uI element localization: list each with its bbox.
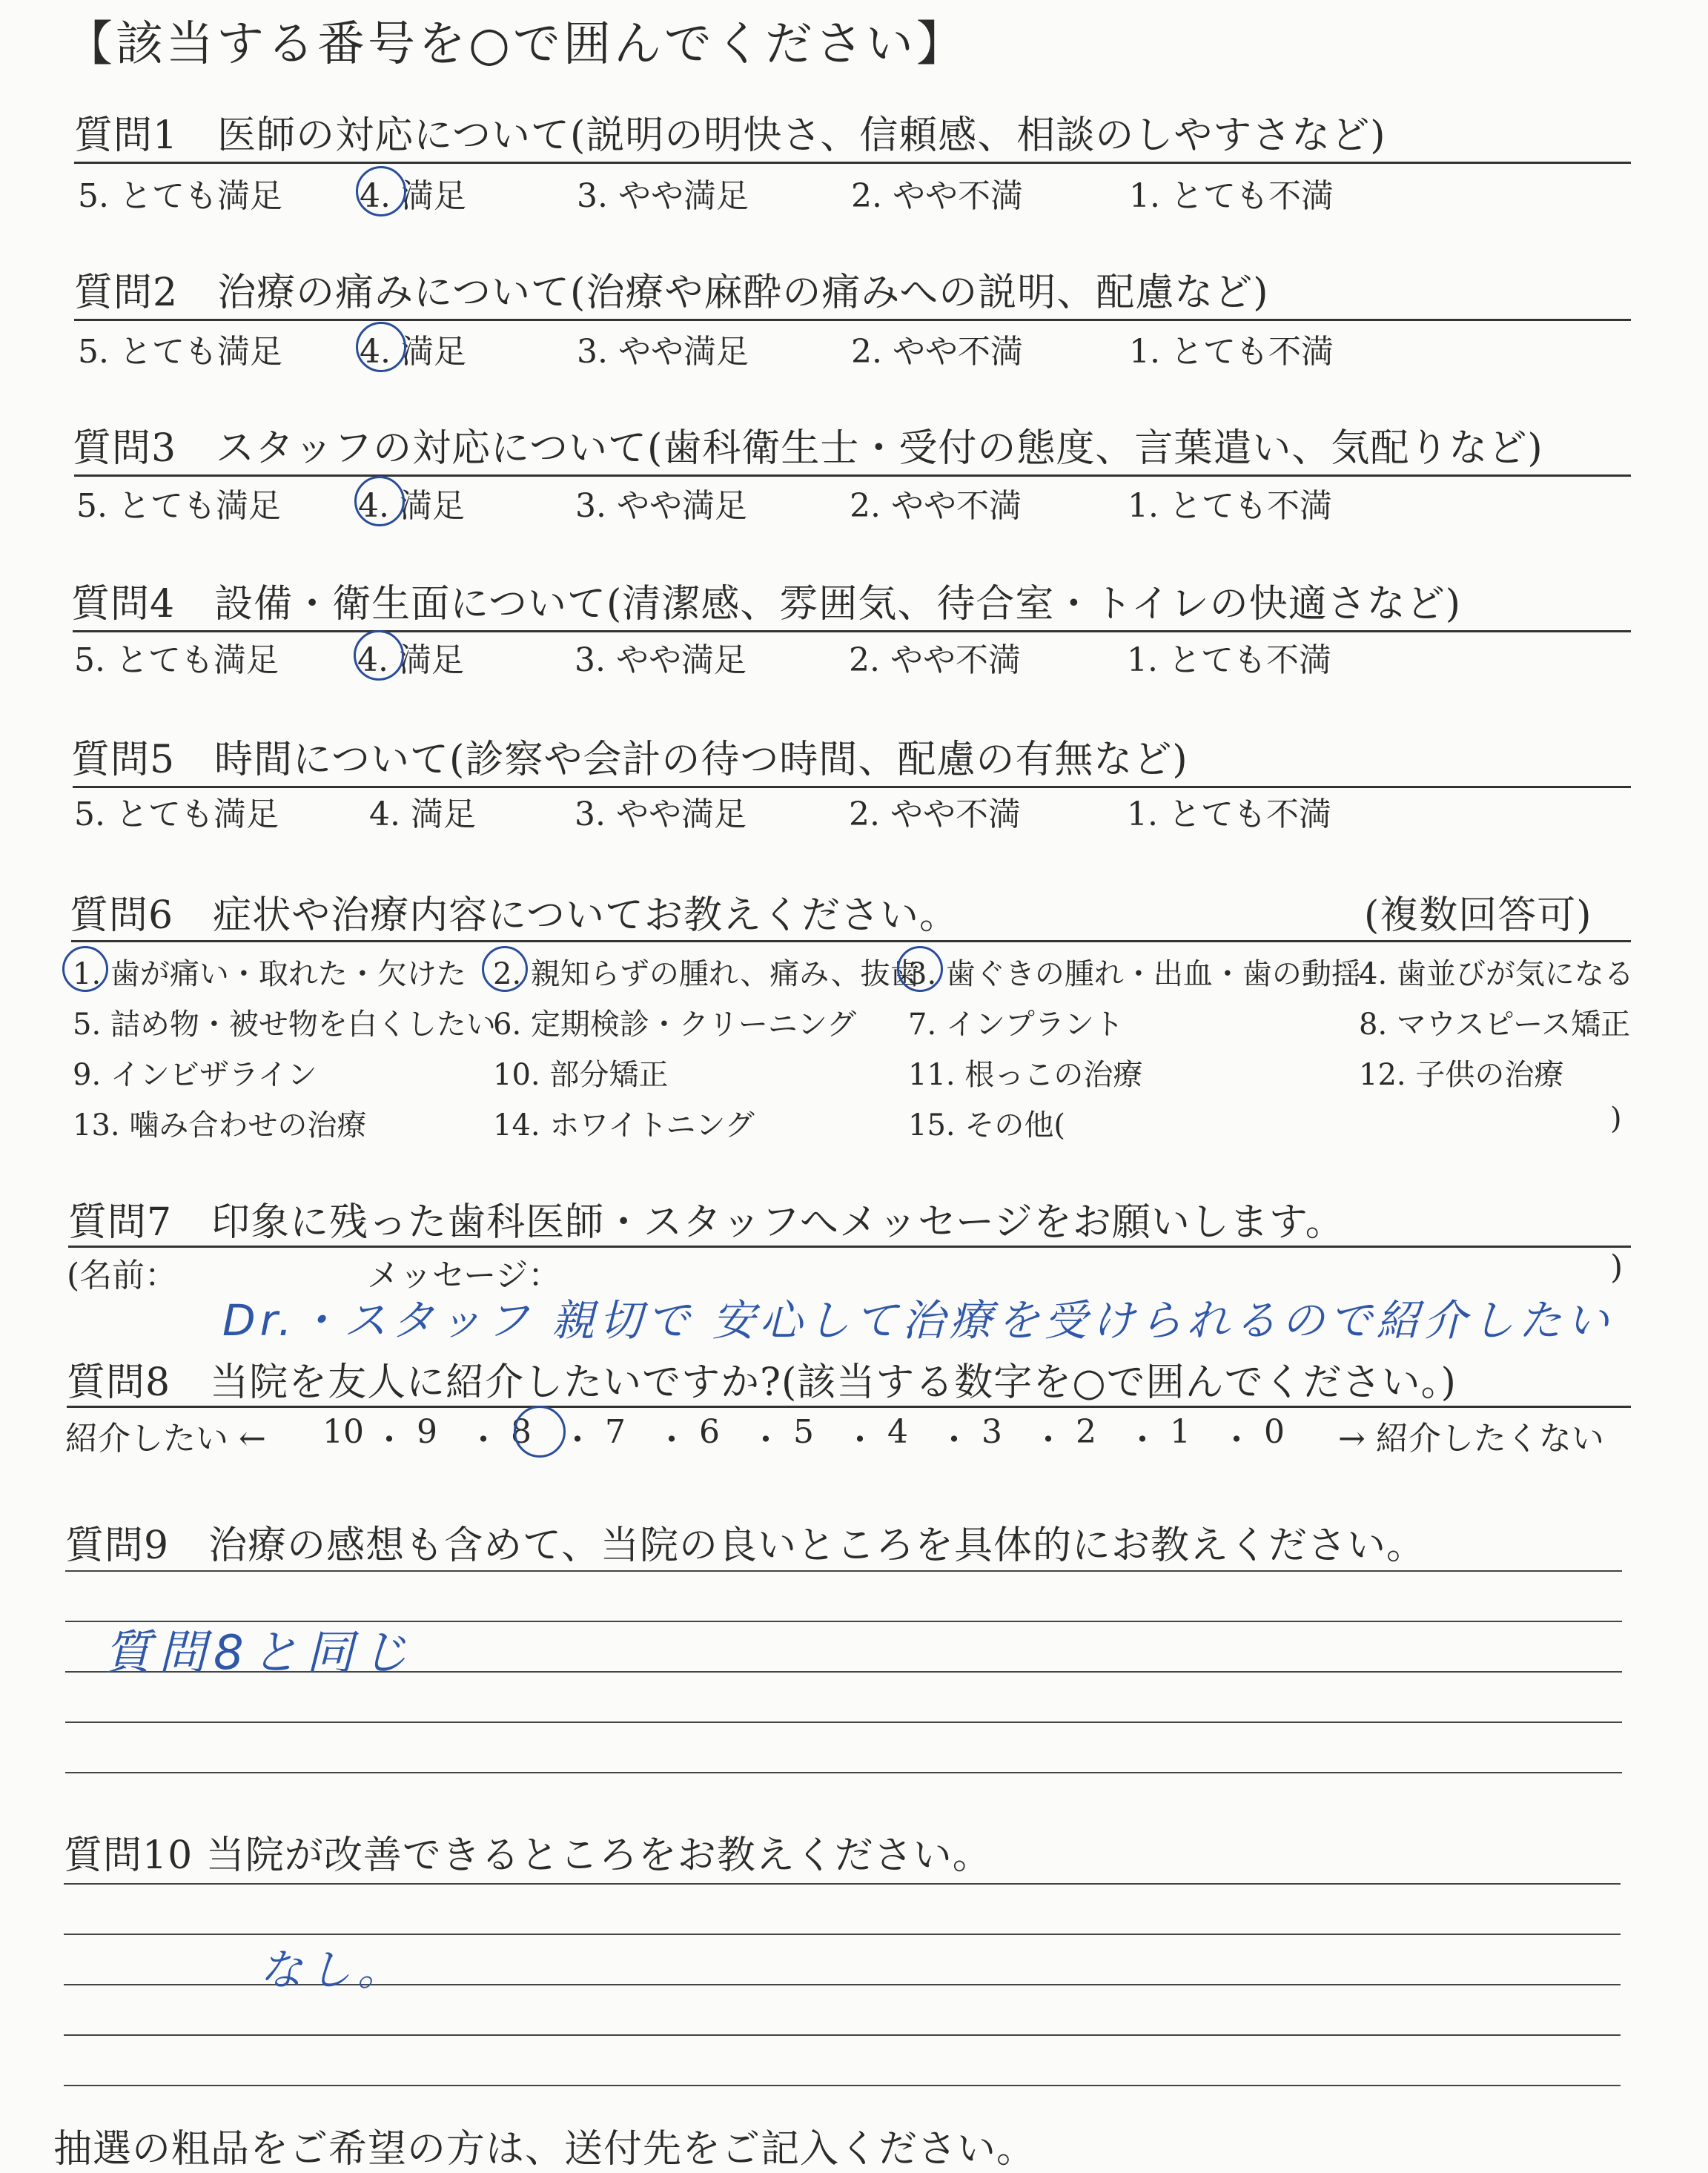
q8-scale-separator: ・ [1032, 1421, 1065, 1459]
q1-selected-circle [356, 166, 406, 216]
q4-option-3[interactable]: 3. やや満足 [575, 641, 747, 679]
q6-option-7[interactable]: 7. インプラント [908, 1008, 1124, 1042]
q6-other-close-paren: ) [1610, 1102, 1622, 1136]
q4-option-4[interactable]: 4. 満足 [357, 641, 464, 679]
question-4-rule [73, 630, 1631, 632]
q6-option-1[interactable]: 1. 歯が痛い・取れた・欠けた [73, 957, 466, 991]
q6-option-4[interactable]: 4. 歯並びが気になる [1359, 957, 1634, 991]
q8-scale-separator: ・ [373, 1421, 406, 1459]
q6-selected-circle-3 [897, 946, 943, 992]
q9-line-4 [65, 1721, 1622, 1723]
q8-scale-separator: ・ [844, 1421, 876, 1459]
question-8-rule [67, 1406, 1631, 1408]
q8-scale-1[interactable]: 1 [1170, 1413, 1191, 1451]
q8-scale-3[interactable]: 3 [982, 1413, 1002, 1451]
q8-scale-separator: ・ [467, 1421, 500, 1459]
q2-option-2[interactable]: 2. やや不満 [851, 333, 1023, 371]
q9-line-5 [65, 1772, 1622, 1773]
q10-line-1 [64, 1883, 1621, 1885]
q7-close-paren: ) [1610, 1248, 1623, 1286]
q6-option-3[interactable]: 3. 歯ぐきの腫れ・出血・歯の動揺 [908, 957, 1361, 991]
q6-option-9[interactable]: 9. インビザライン [73, 1058, 317, 1092]
question-6-title: 質問6 症状や治療内容についてお教えください。 [70, 893, 959, 938]
q8-selected-circle [514, 1406, 566, 1458]
q6-option-6[interactable]: 6. 定期検診・クリーニング [493, 1008, 857, 1042]
question-1-rule [74, 162, 1631, 164]
question-9-title: 質問9 治療の感想も含めて、当院の良いところを具体的にお教えください。 [65, 1524, 1426, 1568]
q6-option-11[interactable]: 11. 根っこの治療 [908, 1058, 1143, 1092]
q8-scale-separator: ・ [749, 1421, 782, 1459]
q6-option-8[interactable]: 8. マウスピース矯正 [1359, 1008, 1631, 1042]
q8-scale-5[interactable]: 5 [793, 1413, 814, 1451]
q6-option-13[interactable]: 13. 噛み合わせの治療 [73, 1108, 367, 1142]
q4-option-5[interactable]: 5. とても満足 [74, 641, 279, 679]
q6-option-10[interactable]: 10. 部分矯正 [493, 1058, 669, 1092]
q5-option-2[interactable]: 2. やや不満 [849, 796, 1021, 833]
q8-scale-separator: ・ [1220, 1421, 1253, 1459]
question-5-title: 質問5 時間について(診察や会計の待つ時間、配慮の有無など) [71, 738, 1188, 782]
q2-option-4[interactable]: 4. 満足 [360, 333, 466, 371]
question-2-rule [74, 319, 1631, 321]
q9-line-1 [65, 1570, 1622, 1572]
q6-option-12[interactable]: 12. 子供の治療 [1359, 1058, 1564, 1092]
q8-scale-9[interactable]: 9 [417, 1413, 437, 1451]
question-2-title: 質問2 治療の痛みについて(治療や麻酔の痛みへの説明、配慮など) [74, 271, 1269, 315]
q8-scale-separator: ・ [655, 1421, 688, 1459]
q4-selected-circle [354, 630, 404, 681]
q8-scale-separator: ・ [561, 1421, 594, 1459]
footer-note: 抽選の粗品をご希望の方は、送付先をご記入ください。 [53, 2127, 1036, 2172]
q6-selected-circle-1 [62, 946, 108, 992]
q2-option-3[interactable]: 3. やや満足 [577, 333, 749, 371]
question-3-title: 質問3 スタッフの対応について(歯科衛生士・受付の態度、言葉遣い、気配りなど) [73, 426, 1543, 471]
q1-option-4[interactable]: 4. 満足 [360, 177, 466, 215]
question-7-title: 質問7 印象に残った歯科医師・スタッフへメッセージをお願いします。 [68, 1200, 1345, 1245]
q6-option-14[interactable]: 14. ホワイトニング [493, 1108, 755, 1142]
q10-line-5 [64, 2085, 1621, 2086]
q1-option-5[interactable]: 5. とても満足 [78, 177, 282, 215]
question-1-title: 質問1 医師の対応について(説明の明快さ、信頼感、相談のしやすさなど) [74, 113, 1386, 158]
q6-option-5[interactable]: 5. 詰め物・被せ物を白くしたい [73, 1008, 496, 1042]
question-6-note: (複数回答可) [1364, 893, 1592, 938]
q8-scale-6[interactable]: 6 [699, 1413, 720, 1451]
q5-option-1[interactable]: 1. とても不満 [1127, 796, 1331, 833]
question-6-rule [71, 940, 1631, 942]
q8-scale-10[interactable]: 10 [322, 1413, 364, 1451]
question-7-rule [68, 1246, 1631, 1248]
q2-option-1[interactable]: 1. とても不満 [1129, 333, 1334, 371]
page-title: 【該当する番号を○で囲んでください】 [65, 17, 967, 72]
q1-option-1[interactable]: 1. とても不満 [1129, 177, 1334, 215]
q2-selected-circle [356, 322, 406, 372]
q8-left-label: 紹介したい ← [65, 1420, 266, 1458]
q3-option-2[interactable]: 2. やや不満 [850, 487, 1022, 525]
q3-option-1[interactable]: 1. とても不満 [1128, 487, 1332, 525]
q6-selected-circle-2 [482, 946, 528, 992]
q8-right-label: → 紹介したくない [1338, 1420, 1604, 1458]
question-3-rule [74, 474, 1631, 477]
q6-option-15[interactable]: 15. その他( [908, 1108, 1065, 1142]
q7-message-label[interactable]: メッセージ： [367, 1257, 561, 1294]
q8-scale-separator: ・ [1126, 1421, 1159, 1459]
q9-handwritten-answer: 質問8と同じ [104, 1626, 416, 1681]
q1-option-3[interactable]: 3. やや満足 [577, 177, 749, 215]
q3-selected-circle [354, 476, 405, 526]
q8-scale-8[interactable]: 8 [511, 1413, 532, 1451]
q7-name-label: (名前： [67, 1257, 178, 1294]
q8-scale-0[interactable]: 0 [1264, 1413, 1285, 1451]
q5-option-4[interactable]: 4. 満足 [369, 796, 476, 833]
question-10-title: 質問10 当院が改善できるところをお教えください。 [64, 1833, 992, 1878]
question-8-title: 質問8 当院を友人に紹介したいですか?(該当する数字を○で囲んでください。) [67, 1360, 1457, 1405]
q7-handwritten-message: Dr.・スタッフ 親切で 安心して治療を受けられるので紹介したい [222, 1295, 1614, 1346]
q4-option-2[interactable]: 2. やや不満 [849, 641, 1021, 679]
q10-line-4 [64, 2034, 1621, 2036]
q4-option-1[interactable]: 1. とても不満 [1127, 641, 1331, 679]
q5-option-3[interactable]: 3. やや満足 [575, 796, 747, 833]
q3-option-5[interactable]: 5. とても満足 [76, 487, 281, 525]
q3-option-3[interactable]: 3. やや満足 [575, 487, 747, 525]
q8-scale-7[interactable]: 7 [605, 1413, 626, 1451]
q8-scale-2[interactable]: 2 [1076, 1413, 1096, 1451]
q10-handwritten-answer: なし。 [259, 1945, 407, 1995]
q8-scale-separator: ・ [938, 1421, 970, 1459]
q6-option-2[interactable]: 2. 親知らずの腫れ、痛み、抜歯 [493, 957, 920, 991]
q8-scale-4[interactable]: 4 [887, 1413, 908, 1451]
q2-option-5[interactable]: 5. とても満足 [78, 333, 282, 371]
question-4-title: 質問4 設備・衛生面について(清潔感、雰囲気、待合室・トイレの快適さなど) [71, 582, 1462, 626]
q5-option-5[interactable]: 5. とても満足 [74, 796, 279, 833]
q1-option-2[interactable]: 2. やや不満 [851, 177, 1023, 215]
q3-option-4[interactable]: 4. 満足 [358, 487, 465, 525]
